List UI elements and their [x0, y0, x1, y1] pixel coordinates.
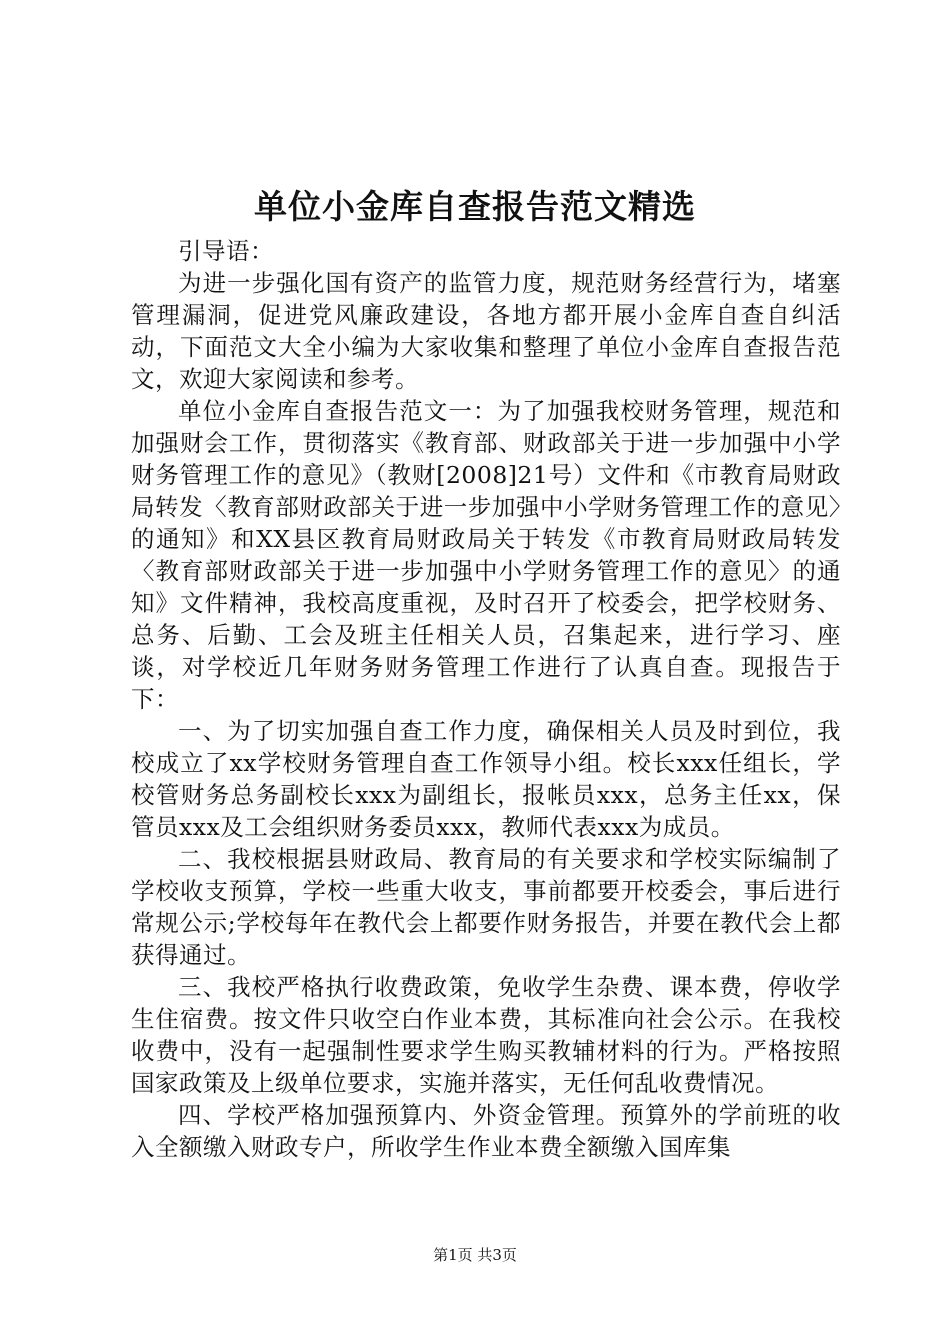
- paragraph-intro: 为进一步强化国有资产的监管力度，规范财务经营行为，堵塞管理漏洞，促进党风廉政建设，各地方都开展小金库自查自纠活动，下面范文大全小编为大家收集和整理了单位小金库自查报告范文，欢迎大家阅读和参考。: [131, 269, 841, 393]
- paragraph-intro-label: 引导语：: [178, 237, 274, 265]
- page-number-footer: 第1页 共3页: [433, 1246, 517, 1264]
- document-body: [131, 235, 841, 1163]
- paragraph-item-two: 二、我校根据县财政局、教育局的有关要求和学校实际编制了学校收支预算，学校一些重大收支，事前都要开校委会，事后进行常规公示;学校每年在教代会上都要作财务报告，并要在教代会上都获得通过。: [131, 845, 841, 969]
- paragraph-item-three: 三、我校严格执行收费政策，免收学生杂费、课本费，停收学生住宿费。按文件只收空白作业本费，其标准向社会公示。在我校收费中，没有一起强制性要求学生购买教辅材料的行为。严格按照国家政策及上级单位要求，实施并落实，无任何乱收费情况。: [131, 973, 841, 1097]
- document-title: 单位小金库自查报告范文精选: [254, 187, 696, 226]
- paragraph-sample-one: 单位小金库自查报告范文一：为了加强我校财务管理，规范和加强财会工作，贯彻落实《教育部、财政部关于进一步加强中小学财务管理工作的意见》（教财[2008]21号）文件和《市教育局财政局转发〈教育部财政部关于进一步加强中小学财务管理工作的意见〉的通知》和XX县区教育局财政局关于转发《市教育局财政局转发〈教育部财政部关于进一步加强中小学财务管理工作的意见〉的通知》文件精神，我校高度重视，及时召开了校委会，把学校财务、总务、后勤、工会及班主任相关人员，召集起来，进行学习、座谈，对学校近几年财务财务管理工作进行了认真自查。现报告于下：: [131, 397, 841, 713]
- paragraph-item-four: 四、学校严格加强预算内、外资金管理。预算外的学前班的收入全额缴入财政专户，所收学生作业本费全额缴入国库集: [131, 1101, 841, 1161]
- paragraph-item-one: 一、为了切实加强自查工作力度，确保相关人员及时到位，我校成立了xx学校财务管理自查工作领导小组。校长xxx任组长，学校管财务总务副校长xxx为副组长，报帐员xxx，总务主任xx，保管员xxx及工会组织财务委员xxx，教师代表xxx为成员。: [131, 717, 841, 841]
